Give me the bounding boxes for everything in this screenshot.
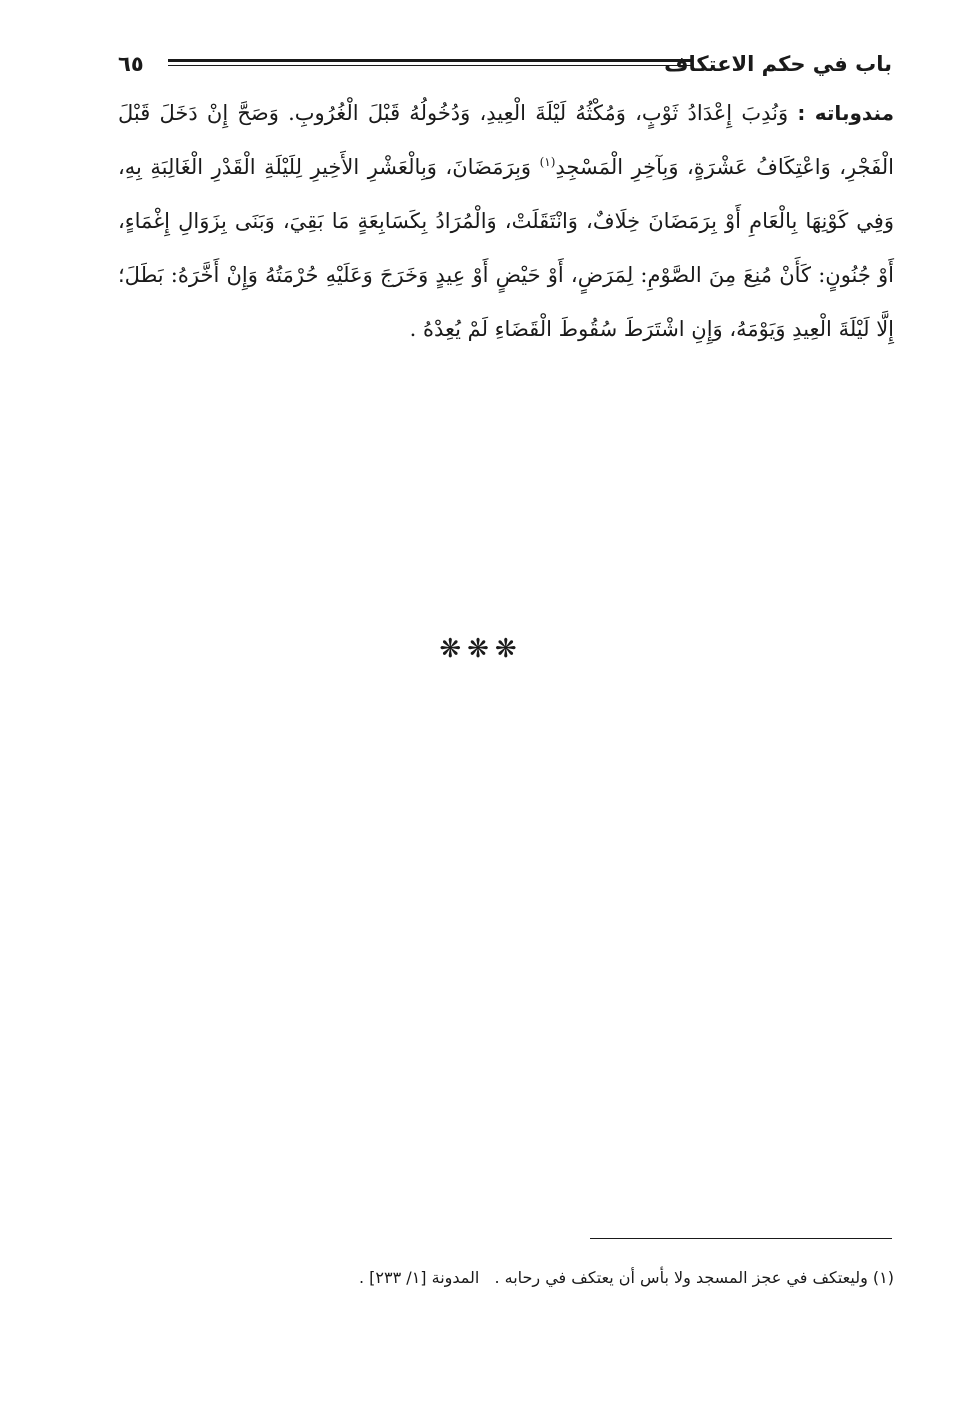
page-number: ٦٥	[118, 52, 144, 76]
main-text-part-1: وَنُدِبَ إِعْدَادُ ثَوْبٍ، وَمُكْثُهُ لَيْلَةَ الْعِيدِ، وَدُخُولُهُ قَبْلَ الْغُرُوبِ. وَصَحَّ إِنْ دَخَلَ قَبْلَ الْفَجْرِ، وَاعْتِكَافُ عَشْرَةٍ، وَبِآخِرِ الْمَسْجِدِ	[118, 101, 894, 179]
main-text	[118, 86, 894, 356]
footnote	[118, 1260, 894, 1296]
running-header	[118, 44, 892, 84]
main-text-part-2: وَبِرَمَضَانَ، وَبِالْعَشْرِ الأَخِيرِ لِلَيْلَةِ الْقَدْرِ الْغَالِبَةِ بِهِ، وَفِي كَوْنِهَا بِالْعَامِ أَوْ بِرَمَضَانَ خِلَافٌ، وَانْتَقَلَتْ، وَالْمُرَادُ بِكَسَابِعَةٍ مَا بَقِيَ، وَبَنَى بِزَوَالِ إِغْمَاءٍ، أَوْ جُنُونٍ: كَأَنْ مُنِعَ مِنَ الصَّوْمِ: لِمَرَضٍ، أَوْ حَيْضٍ أَوْ عِيدٍ وَخَرَجَ وَعَلَيْهِ حُرْمَتُهُ وَإِنْ أَخَّرَهُ: بَطَلَ؛ إِلَّا لَيْلَةَ الْعِيدِ وَيَوْمَهُ، وَإِنِ اشْتَرَطَ سُقُوطَ الْقَضَاءِ لَمْ يُعِدْهُ .	[118, 155, 894, 341]
footnote-reference: (١)	[539, 155, 556, 169]
footnote-text: (١) وليعتكف في عجز المسجد ولا بأس أن يعتكف في رحابه .	[494, 1268, 894, 1287]
header-rule	[168, 59, 692, 66]
section-ornament: ❋❋❋	[439, 634, 523, 664]
footnote-source: المدونة [١/ ٢٣٣] .	[359, 1268, 480, 1287]
section-lead: مندوباته :	[797, 101, 894, 125]
footnote-rule	[590, 1238, 892, 1239]
chapter-title: باب في حكم الاعتكاف	[664, 52, 892, 76]
